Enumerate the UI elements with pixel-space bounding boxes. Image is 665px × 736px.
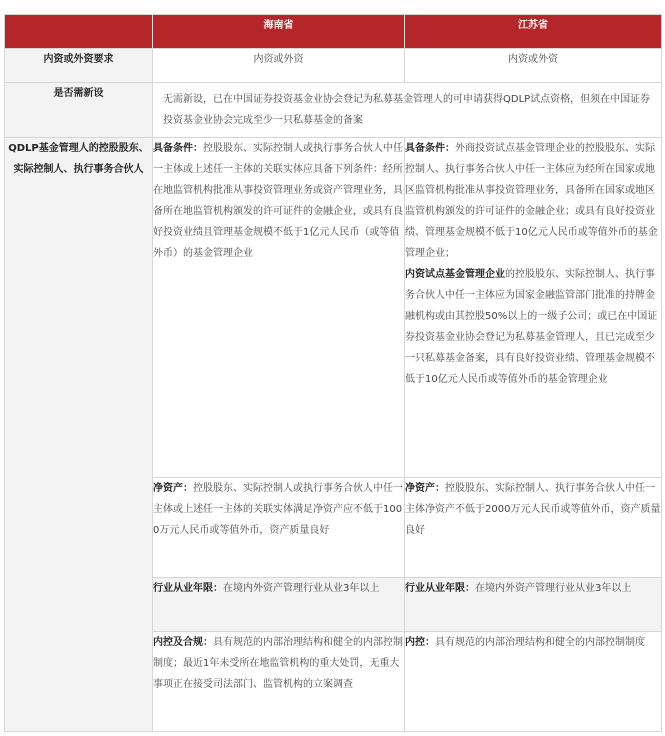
table-row — [5, 49, 662, 83]
row-label-qdlp: QDLP基金管理人的控股股东、实际控制人、执行事务合伙人 — [5, 138, 153, 732]
net-assets-hainan-title: 净资产： — [153, 483, 193, 494]
comparison-table — [4, 14, 662, 732]
header-blank-cell — [5, 15, 153, 49]
net-assets-jiangsu-title: 净资产： — [405, 483, 445, 494]
compliance-jiangsu-text: 具有规范的内部治理结构和健全的内部控制制度 — [435, 637, 645, 648]
compliance-jiangsu-title: 内控： — [405, 637, 435, 648]
table-header-row — [5, 15, 662, 49]
years-jiangsu-title: 行业从业年限： — [405, 583, 475, 594]
years-hainan — [153, 578, 405, 632]
years-hainan-title: 行业从业年限： — [153, 583, 223, 594]
net-assets-jiangsu-text: 控股股东、实际控制人、执行事务合伙人中任一主体净资产不低于2000万元人民币或等值外币，资产质量良好 — [405, 483, 661, 536]
conditions-jiangsu-text: 外商投资试点基金管理企业的控股股东、实际控制人、执行事务合伙人中任一主体应为经所在国家或地区监管机构批准从事投资管理业务，具备所在国家或地区监管机构颁发的许可证件的金融企业；或具有良好投资业绩、管理基金规模不低于10亿元人民币或等值外币的基金管理企业； — [405, 143, 658, 259]
conditions-hainan-text: 控股股东、实际控制人或执行事务合伙人中任一主体或上述任一主体的关联实体应具备下列条件：经所在地监管机构批准从事投资管理业务或资产管理业务，具备所在地监管机构颁发的许可证件的金融企业，或具有良好投资业绩且管理基金规模不低于1亿元人民币（或等值外币）的基金管理企业 — [153, 143, 403, 259]
new-setup-text: 无需新设，已在中国证券投资基金业协会登记为私募基金管理人的可申请获得QDLP试点资格，但须在中国证券投资基金业协会完成至少一只私募基金的备案 — [153, 83, 662, 138]
conditions-jiangsu-title: 具备条件： — [405, 143, 455, 154]
compliance-jiangsu — [405, 632, 662, 732]
table-row — [5, 138, 662, 478]
compliance-hainan-title: 内控及合规： — [153, 637, 213, 648]
header-hainan: 海南省 — [153, 15, 405, 49]
table-row — [5, 83, 662, 138]
conditions-hainan-title: 具备条件： — [153, 143, 203, 154]
years-jiangsu — [405, 578, 662, 632]
years-jiangsu-text: 在境内外资产管理行业从业3年以上 — [475, 583, 632, 594]
net-assets-jiangsu — [405, 478, 662, 578]
net-assets-hainan-text: 控股股东、实际控制人或执行事务合伙人中任一主体或上述任一主体的关联实体满足净资产应不低于1000万元人民币或等值外币，资产质量良好 — [153, 483, 403, 536]
net-assets-hainan — [153, 478, 405, 578]
capital-jiangsu: 内资或外资 — [405, 49, 662, 83]
conditions-jiangsu — [405, 138, 662, 478]
row-label-capital: 内资或外资要求 — [5, 49, 153, 83]
conditions-jiangsu-text2: 的控股股东、实际控制人、执行事务合伙人中任一主体应为国家金融监管部门批准的持牌金融机构或由其控股50%以上的一级子公司；或已在中国证券投资基金业协会登记为私募基金管理人，且已完成至少一只私募基金备案，具有良好投资业绩、管理基金规模不低于10亿元人民币或等值外币的基金管理企业 — [405, 269, 658, 385]
row-label-new-setup: 是否需新设 — [5, 83, 153, 138]
years-hainan-text: 在境内外资产管理行业从业3年以上 — [223, 583, 380, 594]
capital-hainan: 内资或外资 — [153, 49, 405, 83]
compliance-hainan-text: 具有规范的内部治理结构和健全的内部控制制度；最近1年未受所在地监管机构的重大处罚，无重大事项正在接受司法部门、监管机构的立案调查 — [153, 637, 403, 690]
conditions-jiangsu-title2: 内资试点基金管理企业 — [405, 269, 505, 280]
conditions-hainan — [153, 138, 405, 478]
compliance-hainan — [153, 632, 405, 732]
header-jiangsu: 江苏省 — [405, 15, 662, 49]
